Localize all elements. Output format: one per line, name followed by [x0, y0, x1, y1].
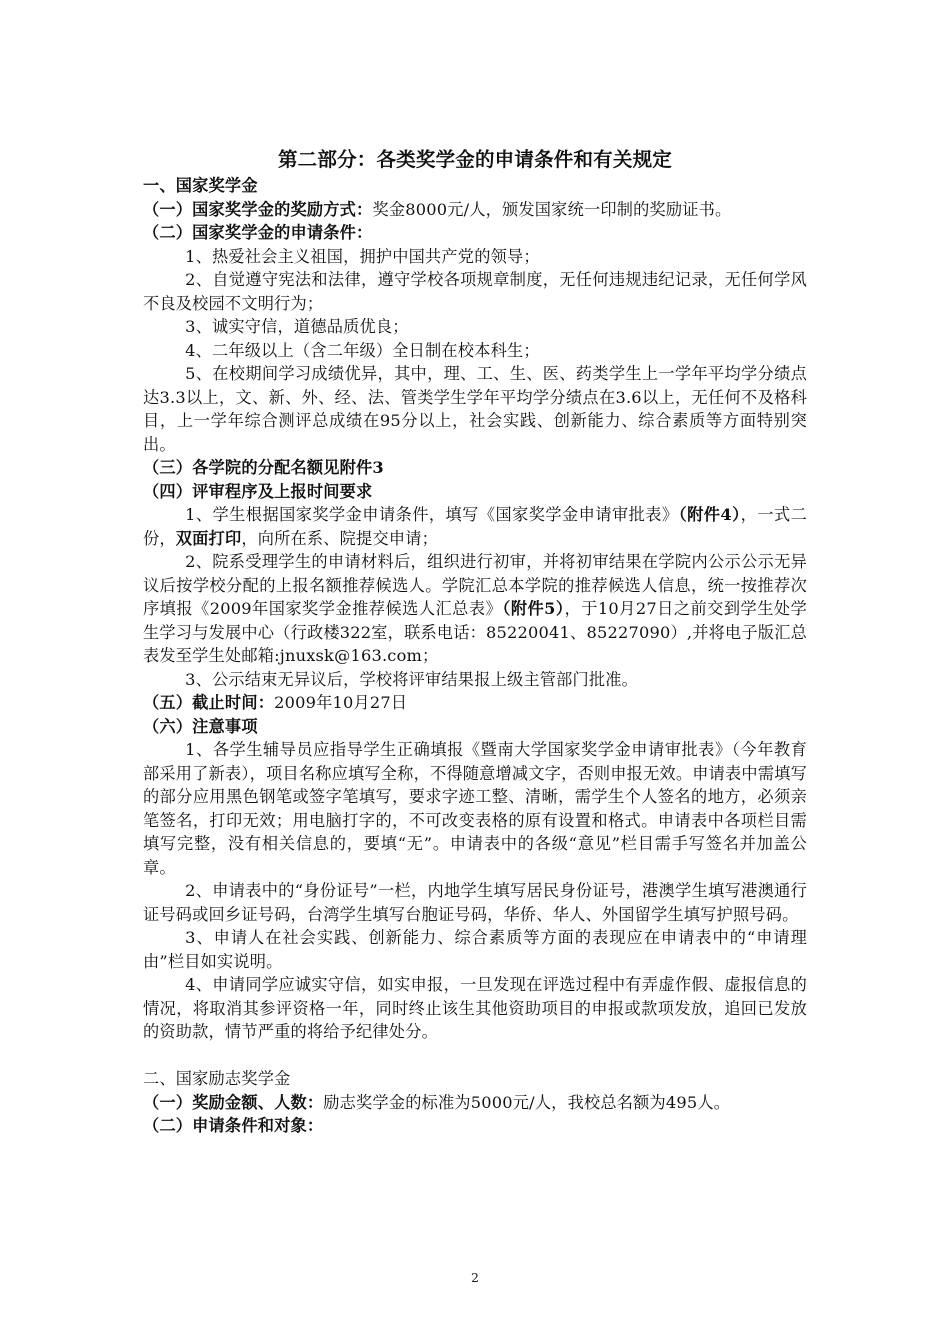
appendix-4-label: （附件4） — [678, 505, 741, 524]
procedure-heading: （四）评审程序及上报时间要求 — [143, 481, 373, 501]
deadline-heading: （五）截止时间： — [143, 693, 275, 712]
deadline-paragraph — [143, 691, 807, 715]
note-item: 2、申请表中的“身份证号”一栏，内地学生填写居民身份证号，港澳学生填写港澳通行证号码或回乡证号码，台湾学生填写台胞证号码，华侨、华人、外国留学生填写护照号码。 — [143, 881, 807, 924]
award-method-paragraph — [143, 198, 807, 222]
condition-item: 5、在校期间学习成绩优异，其中，理、工、生、医、药类学生上一学年平均学分绩点达3.3以上，文、新、外、经、法、管类学生学年平均学分绩点在3.6以上，无任何不及格科目，上一学年综合测评总成绩在95分以上，社会实践、创新能力、综合素质等方面特别突出。 — [143, 364, 807, 454]
amount-text: 励志奖学金的标准为5000元/人，我校总名额为495人。 — [323, 1092, 731, 1112]
procedure-item-3: 3、公示结束无异议后，学校将评审结果报上级主管部门批准。 — [185, 669, 639, 689]
section-spacer — [143, 1044, 807, 1068]
procedure-item-1-text-a: 1、学生根据国家奖学金申请条件，填写《国家奖学金申请审批表》 — [185, 505, 679, 524]
amount-paragraph — [143, 1091, 807, 1115]
procedure-item-1-text-e: ，向所在系、院提交申请； — [241, 528, 438, 548]
page-number: 2 — [471, 1270, 479, 1285]
condition-item: 3、诚实守信，道德品质优良； — [185, 317, 409, 336]
document-body — [143, 146, 807, 1138]
appendix-5-label: （附件5） — [502, 599, 565, 618]
notes-heading: （六）注意事项 — [143, 716, 258, 736]
note-item: 4、申请同学应诚实守信，如实申报，一旦发现在评选过程中有弄虚作假、虚报信息的情况，将取消其参评资格一年，同时终止该生其他资助项目的申报或款项发放，追回已发放的资助款，情节严重的将给予纪律处分。 — [143, 975, 807, 1041]
procedure-item-1-text-c: ，一式二份， — [143, 505, 807, 548]
page-title: 第二部分：各类奖学金的申请条件和有关规定 — [277, 148, 672, 171]
section-heading-national-scholarship: 一、国家奖学金 — [143, 176, 258, 195]
eligibility-heading: （二）申请条件和对象： — [143, 1116, 324, 1135]
conditions-heading: （二）国家奖学金的申请条件： — [143, 223, 373, 242]
deadline-date: 2009年10月27日 — [274, 693, 408, 712]
award-method-text: 奖金8000元/人，颁发国家统一印制的奖励证书。 — [372, 199, 732, 219]
note-item: 3、申请人在社会实践、创新能力、综合素质等方面的表现应在申请表中的“申请理由”栏目如实说明。 — [143, 928, 807, 971]
note-item: 1、各学生辅导员应指导学生正确填报《暨南大学国家奖学金申请审批表》（今年教育部采用了新表），项目名称应填写全称，不得随意增减文字，否则申报无效。申请表中需填写的部分应用黑色钢笔或签字笔填写，要求字迹工整、清晰，需学生个人签名的地方，必须亲笔签名，打印无效；用电脑打字的，不可改变表格的原有设置和格式。申请表中各项栏目需填写完整，没有相关信息的，要填“无”。申请表中的各级“意见”栏目需手写签名并加盖公章。 — [143, 740, 807, 877]
procedure-item-2-text-c: ，于10月27日之前交到学生处学生学习与发展中心（行政楼322室，联系电话：85220041、85227090）,并将电子版汇总表发至学生处邮箱:jnuxsk@163.com； — [143, 599, 807, 665]
procedure-item-2-text-a: 2、院系受理学生的申请材料后，组织进行初审，并将初审结果在学院内公示公示无异议后按学校分配的上报名额推荐候选人。学院汇总本学院的推荐候选人信息，统一按推荐次序填报《2009年国家奖学金推荐候选人汇总表》 — [143, 552, 807, 618]
award-method-heading: （一）国家奖学金的奖励方式： — [143, 199, 373, 219]
duplex-print-label: 双面打印 — [175, 528, 242, 548]
condition-item: 1、热爱社会主义祖国，拥护中国共产党的领导； — [185, 246, 540, 266]
procedure-item-1 — [143, 503, 807, 550]
condition-item: 2、自觉遵守宪法和法律，遵守学校各项规章制度，无任何违规违纪记录，无任何学风不良及校园不文明行为； — [143, 270, 807, 313]
section-heading-aspiration-scholarship: 二、国家励志奖学金 — [143, 1069, 291, 1088]
procedure-item-2 — [143, 550, 807, 668]
amount-heading: （一）奖励金额、人数： — [143, 1092, 324, 1112]
quota-heading: （三）各学院的分配名额见附件3 — [143, 458, 384, 477]
condition-item: 4、二年级以上（含二年级）全日制在校本科生； — [185, 340, 540, 360]
